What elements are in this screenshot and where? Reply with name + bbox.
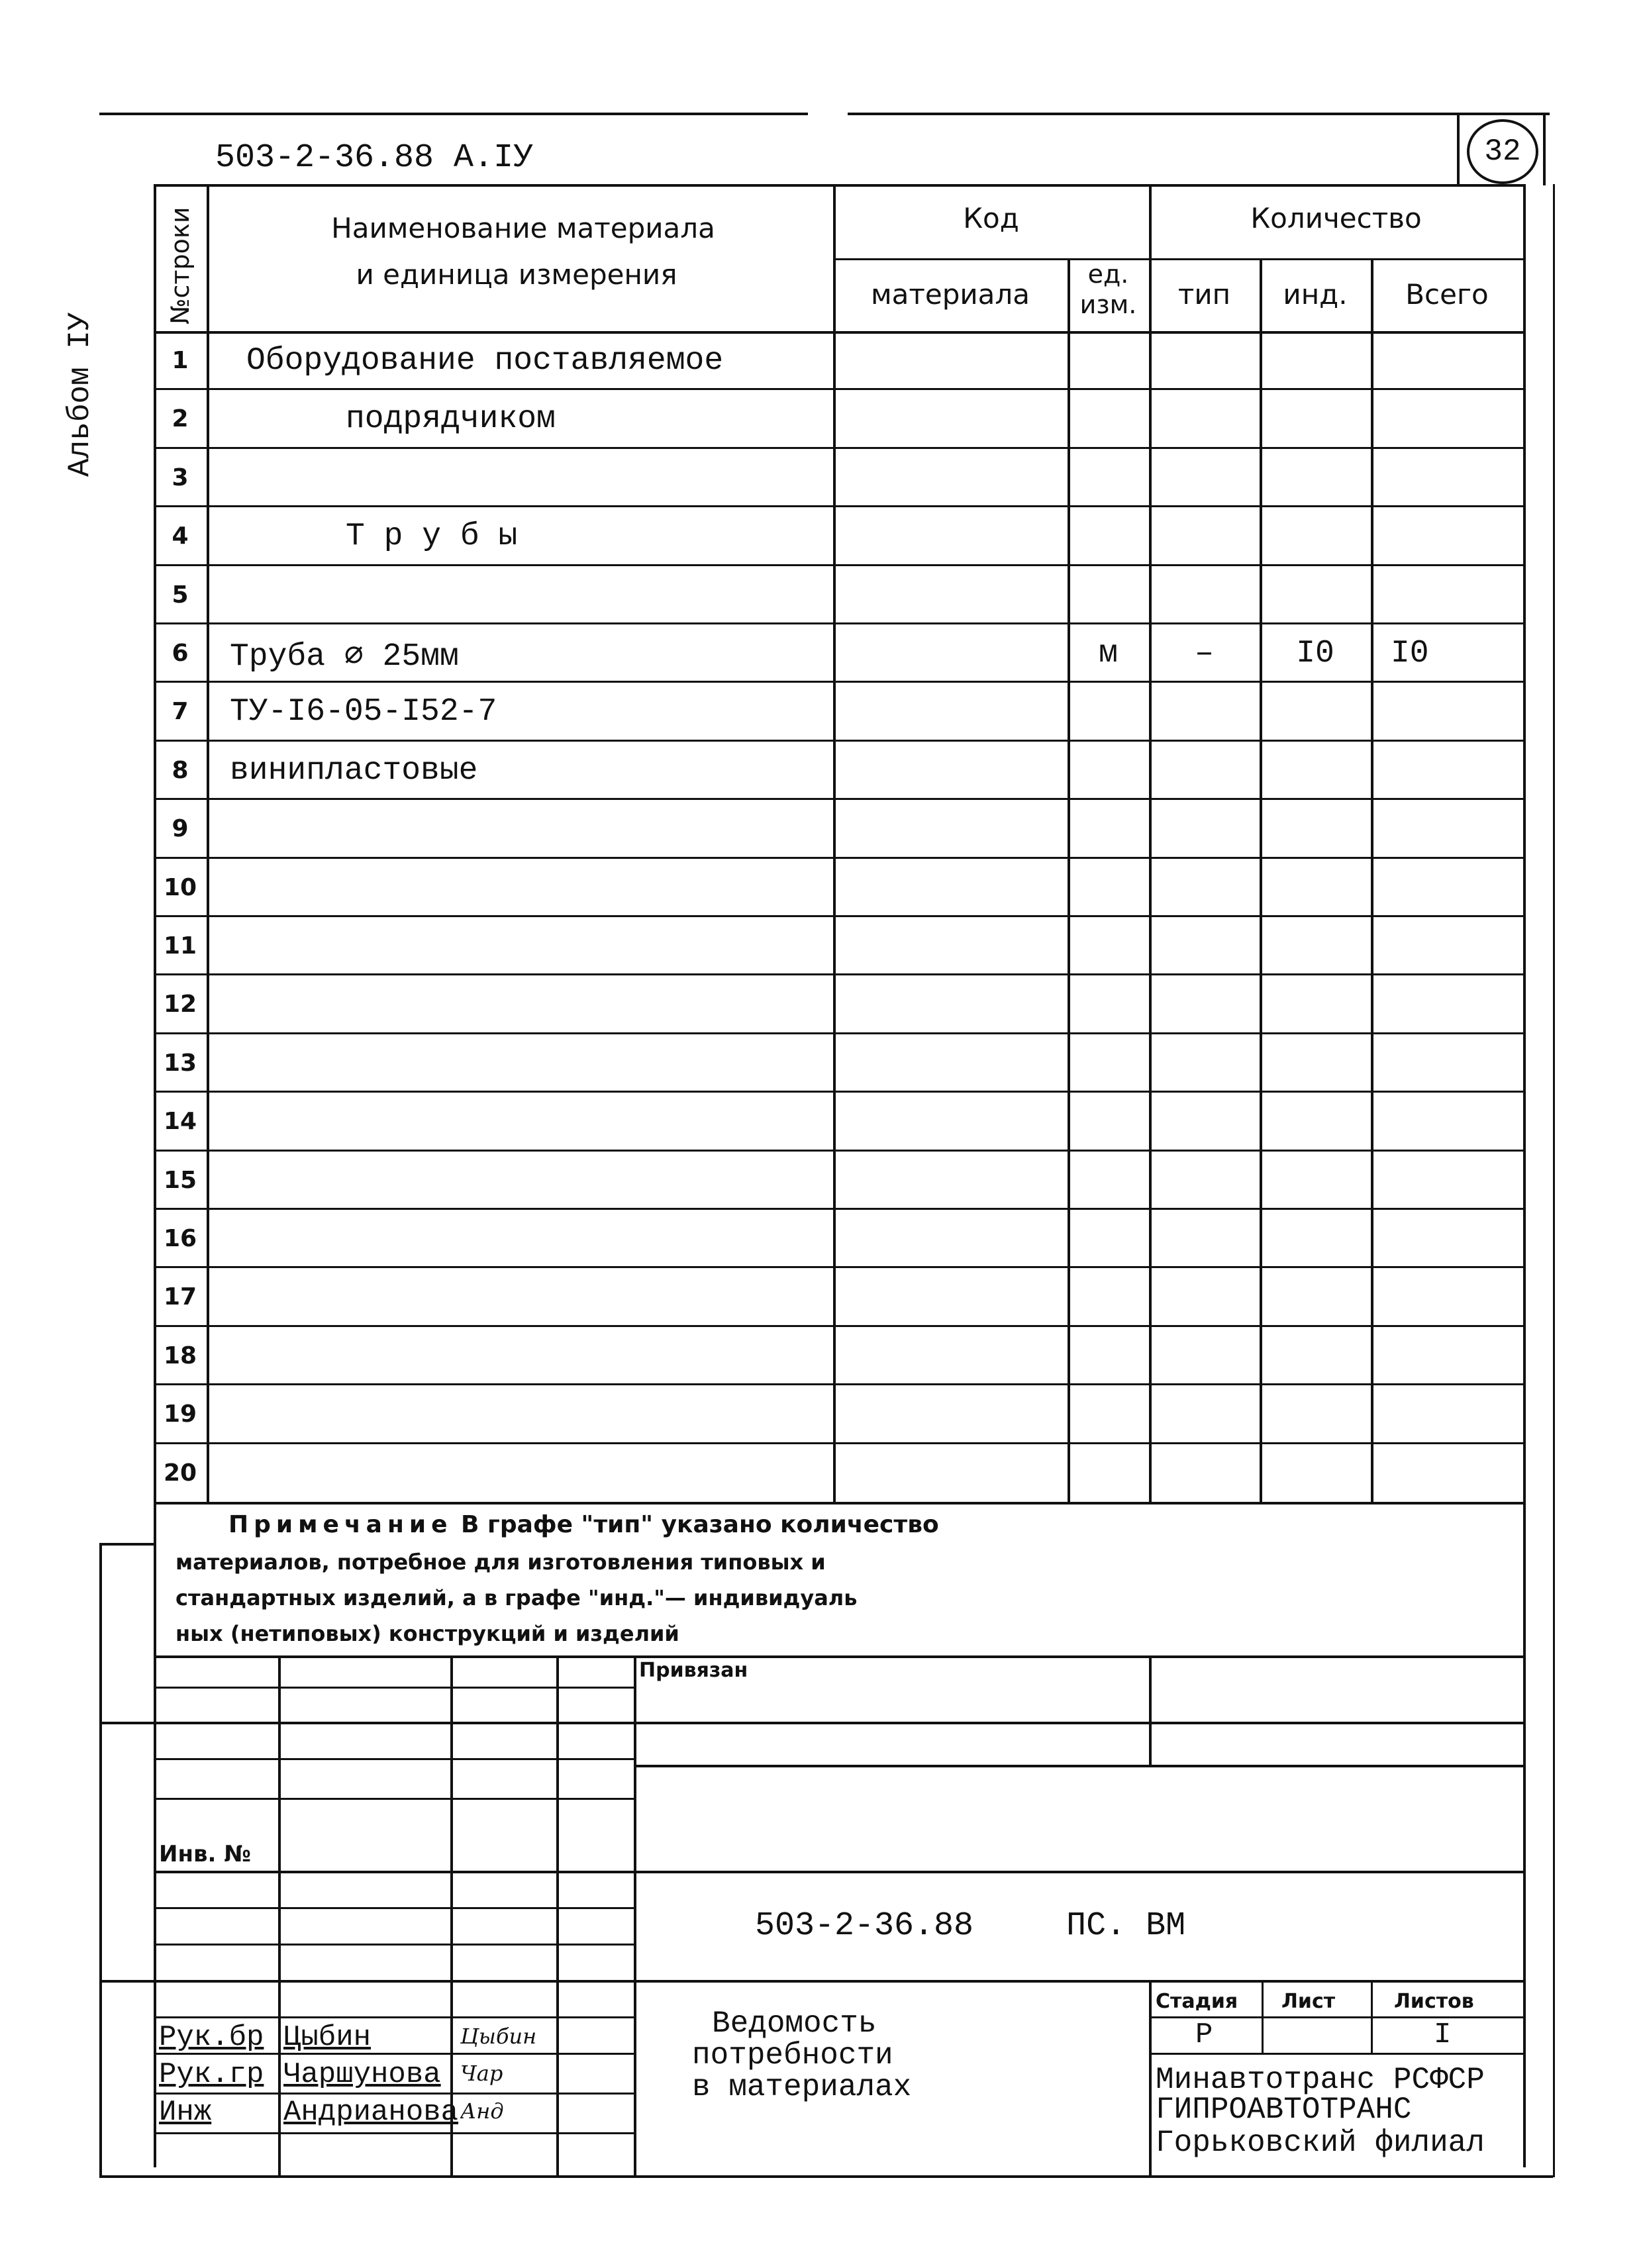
stamp-h5	[154, 1871, 1526, 1873]
doc-code	[755, 1907, 1185, 1945]
signer-signature: Анд	[460, 2098, 504, 2124]
row-total: I0	[1391, 636, 1429, 671]
signer-name: Чаршунова	[283, 2058, 441, 2091]
stamp-v-bound	[1149, 1655, 1152, 1765]
stamp-h9	[154, 2016, 634, 2018]
org-line2: ГИПРОАВТОТРАНС	[1156, 2093, 1412, 2127]
row-number: 10	[163, 873, 197, 901]
row-number: 12	[163, 991, 197, 1018]
row-number: 7	[172, 698, 189, 726]
signer-role: Рук.гр	[159, 2058, 264, 2091]
top-document-code: 503-2-36.88 А.IУ	[215, 139, 534, 177]
signer-name: Цыбин	[283, 2021, 372, 2054]
name-header-line2: и единица измерения	[356, 258, 677, 291]
header-sub-line	[833, 258, 1523, 260]
sheets-value: I	[1434, 2018, 1452, 2051]
doc-title-line2: потребности	[692, 2038, 893, 2073]
table-row	[154, 799, 1526, 858]
stage-label: Стадия	[1156, 1990, 1238, 2013]
stamp-stage-bottom	[1149, 2053, 1523, 2055]
stamp-h8	[99, 1980, 1523, 1983]
row-name: Т р у б ы	[346, 518, 518, 555]
row-ind: I0	[1296, 636, 1334, 671]
org-line1: Минавтотранс РСФСР	[1156, 2063, 1485, 2097]
bound-label: Привязан	[639, 1659, 748, 1682]
stamp-h4	[154, 1798, 634, 1800]
page-number: 32	[1484, 134, 1521, 169]
signer-role: Инж	[159, 2096, 212, 2129]
name-header-line1: Наименование материала	[331, 212, 715, 244]
table-row	[154, 566, 1526, 624]
row-name: винипластовые	[230, 752, 478, 789]
row-number: 2	[172, 405, 189, 433]
note-line1	[228, 1511, 939, 1538]
note-line4: ных (нетиповых) конструкций и изделий	[175, 1621, 679, 1646]
table-row	[154, 624, 1526, 682]
doc-code-suffix: ПС. ВМ	[1066, 1907, 1186, 1945]
note-line1-text: В графе "тип" указано количество	[461, 1511, 939, 1538]
table-row	[154, 1151, 1526, 1209]
signer-name: Андрианова	[283, 2096, 459, 2129]
table-row	[154, 507, 1526, 565]
stamp-h-bound-bottom	[634, 1765, 1523, 1767]
table-row	[154, 1092, 1526, 1150]
note-heading: Примечание	[228, 1511, 453, 1538]
stage-value: Р	[1195, 2018, 1213, 2051]
stamp-margin-left	[99, 1543, 102, 2175]
row-number: 18	[163, 1342, 197, 1369]
table-row	[154, 1267, 1526, 1326]
page-number-box-right	[1543, 113, 1546, 185]
row-number: 1	[172, 347, 189, 374]
row-number: 11	[163, 932, 197, 960]
row-name: ТУ-I6-05-I52-7	[230, 694, 497, 730]
table-row	[154, 858, 1526, 916]
stamp-h11	[154, 2093, 634, 2095]
album-label: Альбом IУ	[63, 312, 97, 477]
row-unit: м	[1099, 636, 1118, 671]
stamp-h6	[154, 1907, 634, 1909]
org-line3: Горьковский филиал	[1156, 2126, 1485, 2160]
sheet-label: Лист	[1281, 1990, 1336, 2013]
row-number: 13	[163, 1049, 197, 1077]
stamp-h7	[154, 1944, 634, 1946]
row-number: 16	[163, 1225, 197, 1252]
table-row	[154, 1209, 1526, 1267]
signer-signature: Цыбин	[460, 2024, 537, 2049]
top-border-left	[99, 113, 808, 115]
ind-header: инд.	[1283, 278, 1348, 311]
doc-code-number: 503-2-36.88	[755, 1907, 974, 1945]
inv-number-label: Инв. №	[159, 1841, 252, 1867]
row-number: 8	[172, 756, 189, 784]
row-number: 5	[172, 581, 189, 609]
page-number-box-left	[1457, 113, 1460, 185]
total-header: Всего	[1405, 278, 1489, 311]
table-row	[154, 331, 1526, 389]
table-row	[154, 389, 1526, 448]
unit-header-line2: изм.	[1079, 290, 1137, 319]
outer-right-line	[1553, 184, 1555, 2177]
row-number: 3	[172, 464, 189, 491]
stamp-h12	[154, 2132, 634, 2134]
unit-header-line1: ед.	[1087, 260, 1129, 289]
stamp-bottom	[99, 2175, 1553, 2178]
row-number: 4	[172, 522, 189, 550]
row-name: подрядчиком	[346, 401, 556, 438]
page-number-circle	[1467, 119, 1538, 184]
row-number: 6	[172, 640, 189, 667]
doc-title-line3: в материалах	[692, 2070, 912, 2104]
table-row	[154, 916, 1526, 975]
row-number: 20	[163, 1459, 197, 1487]
stamp-top-line	[154, 1655, 1526, 1658]
stamp-h1	[154, 1687, 634, 1689]
table-row	[154, 682, 1526, 740]
row-number: 19	[163, 1401, 197, 1428]
row-number: 17	[163, 1283, 197, 1311]
stamp-v4	[634, 1655, 636, 2175]
table-row	[154, 448, 1526, 507]
table-row	[154, 1444, 1526, 1502]
stamp-v1-bot	[278, 1871, 281, 2175]
stamp-h3	[154, 1758, 634, 1760]
table-row	[154, 1385, 1526, 1443]
material-header: материала	[870, 278, 1030, 311]
table-row	[154, 975, 1526, 1033]
doc-title-line1: Ведомость	[712, 2006, 877, 2041]
bottom-left-tick	[99, 2175, 154, 2178]
row-number: 15	[163, 1166, 197, 1194]
top-border-right	[848, 113, 1550, 115]
note-line3: стандартных изделий, а в графе "инд."— индивидуаль	[175, 1585, 858, 1610]
table-row	[154, 1326, 1526, 1385]
table-row	[154, 741, 1526, 799]
signer-signature: Чар	[460, 2061, 503, 2086]
type-header: тип	[1177, 278, 1231, 311]
note-line2: материалов, потребное для изготовления типовых и	[175, 1550, 826, 1575]
row-name: Оборудование поставляемое	[246, 343, 724, 379]
stamp-h2	[99, 1722, 1523, 1724]
stamp-margin-top	[99, 1543, 154, 1546]
quantity-header: Количество	[1250, 202, 1422, 234]
row-name: Труба ∅ 25мм	[230, 639, 459, 675]
row-number: 9	[172, 815, 189, 843]
row-type: –	[1195, 636, 1214, 671]
stamp-v3	[556, 1655, 559, 2175]
note-top-line	[154, 1502, 1526, 1504]
code-header: Код	[963, 202, 1019, 234]
sheets-label: Листов	[1394, 1990, 1474, 2013]
frame-top	[154, 184, 1526, 187]
row-number: 14	[163, 1108, 197, 1136]
rownum-header: №строки	[166, 207, 195, 324]
table-row	[154, 1034, 1526, 1092]
stamp-v1-top	[278, 1655, 281, 1871]
signer-role: Рук.бр	[159, 2021, 264, 2054]
stamp-v-stage	[1149, 1980, 1152, 2175]
